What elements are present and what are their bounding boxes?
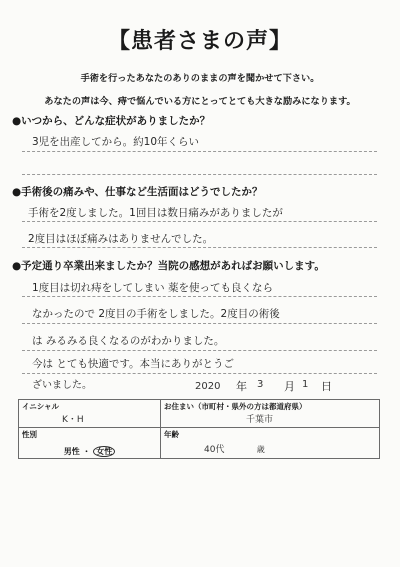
initial-cell	[19, 400, 161, 428]
answer-line	[22, 247, 377, 248]
date-day-label: 日	[321, 380, 332, 393]
answer-3-line-1: 1度目は切れ痔をしてしまい 薬を使っても良くなら	[32, 282, 274, 294]
date-year-label: 年	[236, 380, 247, 393]
date-day-value: 1	[302, 379, 309, 390]
question-2-label: ●手術後の痛みや、仕事など生活面はどうでしたか？	[12, 186, 263, 198]
question-3-label: ●予定通り卒業出来ましたか？当院の感想があればお願いします。	[12, 260, 325, 272]
answer-line	[22, 373, 377, 374]
answer-3-line-5: ざいました。	[32, 380, 92, 391]
date-month-value: 3	[257, 379, 264, 390]
intro-line-2: あなたの声は今、痔で悩んでいる方にとってとても大きな励みになります。	[44, 96, 356, 107]
age-label: 年齢	[164, 430, 179, 439]
form-title: 【患者さまの声】	[107, 29, 292, 54]
answer-3-line-4: 今は とても快適です。本当にありがとうご	[32, 358, 234, 370]
intro-line-1: 手術を行ったあなたのありのままの声を聞かせて下さい。	[80, 73, 320, 84]
address-value: 千葉市	[246, 415, 274, 425]
address-label: お住まい（市町村・県外の方は都道府県）	[164, 402, 307, 411]
gender-options	[22, 446, 157, 457]
answer-line	[22, 350, 377, 351]
answer-line	[22, 151, 377, 152]
question-1-label: ●いつから、どんな症状がありましたか？	[12, 115, 211, 127]
age-value: 40代	[204, 445, 225, 455]
answer-line	[22, 174, 377, 175]
answer-line	[22, 221, 377, 222]
answer-1-line-1: 3児を出産してから。約10年くらい	[32, 136, 200, 148]
respondent-info-table	[18, 399, 380, 459]
gender-female-option-circled: 女性	[93, 446, 115, 457]
gender-cell	[19, 428, 161, 459]
date-month-label: 月	[284, 380, 295, 393]
gender-male-option: 男性	[63, 447, 80, 456]
initial-label: イニシャル	[22, 402, 60, 411]
answer-line	[22, 323, 377, 324]
date-year-value: 2020	[195, 381, 221, 392]
answer-2-line-1: 手術を2度しました。1回目は数日痛みがありましたが	[28, 207, 283, 219]
answer-line	[22, 296, 377, 297]
gender-separator: ・	[82, 447, 91, 456]
initial-value: K・H	[62, 415, 84, 425]
age-cell	[161, 428, 380, 459]
answer-2-line-2: 2度目はほぼ痛みはありませんでした。	[28, 233, 214, 245]
answer-3-line-2: なかったので 2度目の手術をしました。2度目の術後	[32, 308, 280, 320]
answer-3-line-3: は みるみる良くなるのがわかりました。	[32, 335, 225, 347]
gender-label: 性別	[22, 430, 37, 439]
age-unit: 歳	[256, 445, 265, 454]
address-cell	[161, 400, 380, 428]
